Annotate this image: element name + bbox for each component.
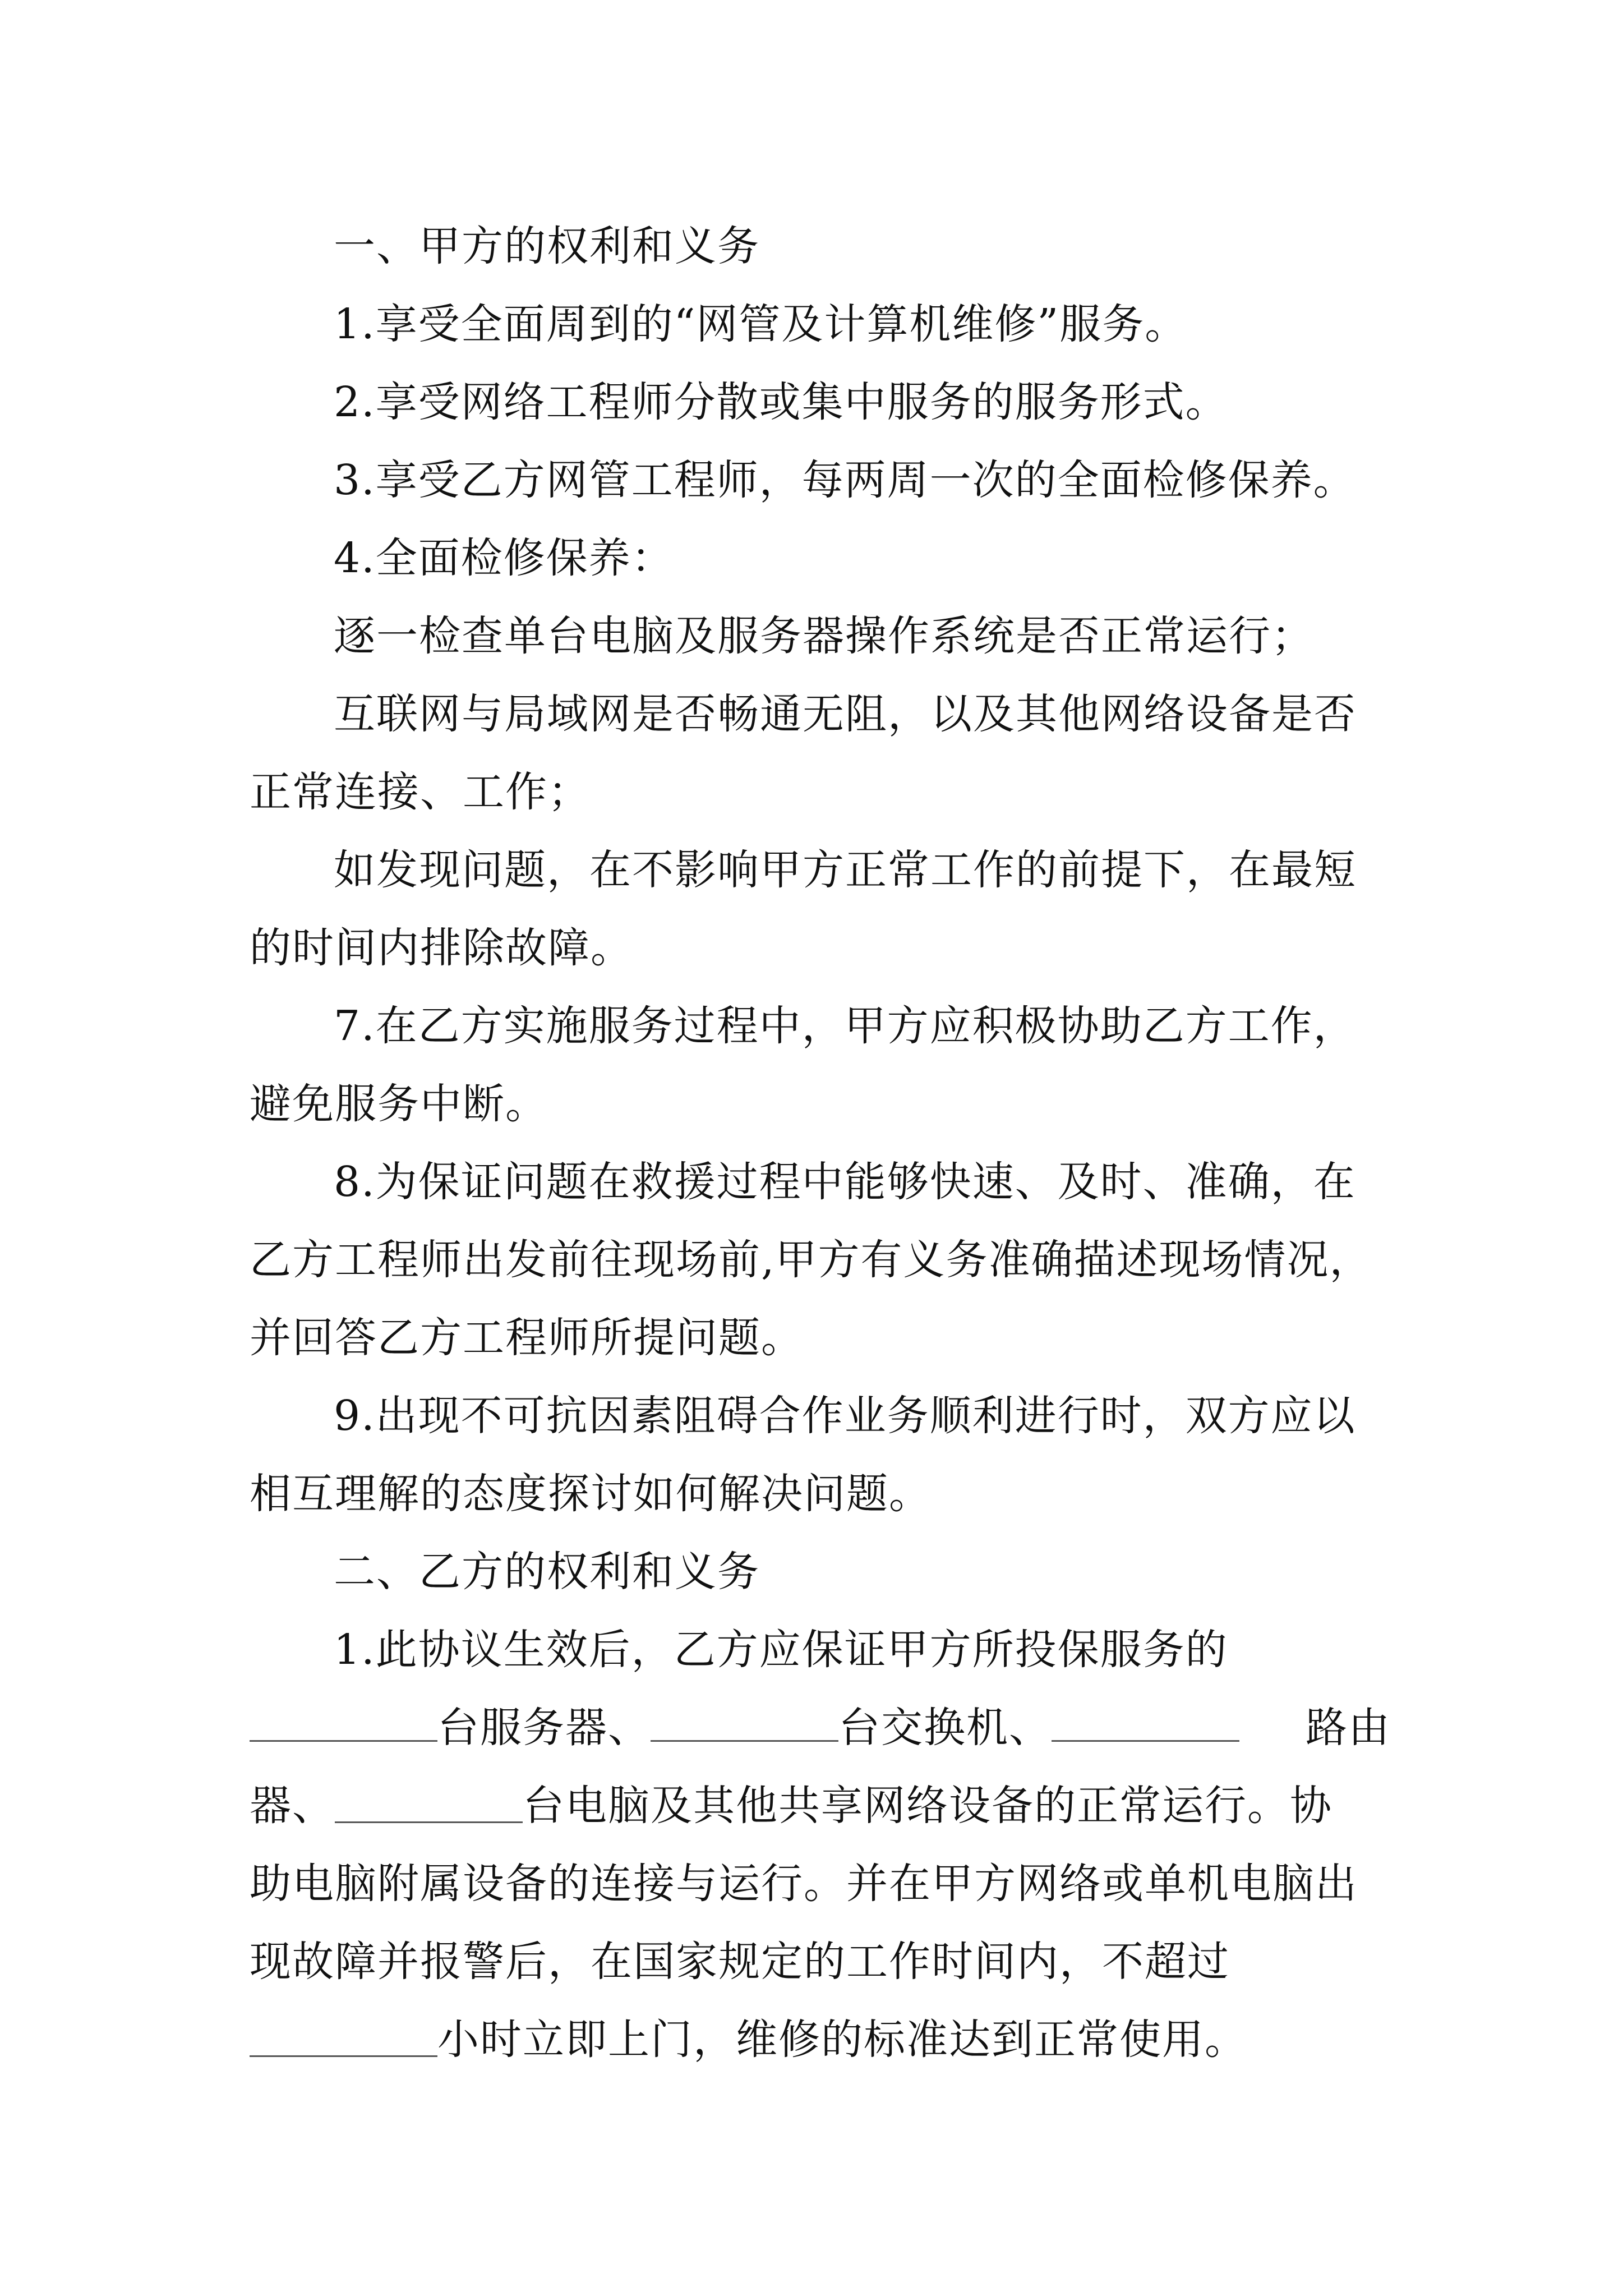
fill-in-blank-computers[interactable] [335,1821,523,1823]
inline-text: 器、 [250,1782,335,1830]
paragraph: 1.享受全面周到的“网管及计算机维修”服务。 [334,300,1188,348]
inline-text: 台电脑及其他共享网络设备的正常运行。协 [523,1782,1332,1830]
paragraph-continuation [250,2001,1391,2079]
paragraph-continuation [250,1767,1391,1845]
fill-in-blank-routers[interactable] [1052,1740,1239,1742]
document-body [250,208,1391,2079]
fill-in-blank-switches[interactable] [651,1740,838,1742]
fill-in-blank-servers[interactable] [250,1740,437,1742]
section-heading: 一、甲方的权利和义务 [334,222,760,270]
inline-text: 小时立即上门，维修的标准达到正常使用。 [437,2016,1247,2064]
paragraph: 4.全面检修保养： [334,534,674,582]
paragraph: 9.出现不可抗因素阻碍合作业务顺利进行时，双方应以 [334,1392,1356,1440]
paragraph: 互联网与局域网是否畅通无阻，以及其他网络设备是否 [334,690,1357,738]
paragraph-continuation [250,1689,1391,1767]
paragraph-continuation: 正常连接、工作； [250,768,591,816]
paragraph-continuation: 乙方工程师出发前往现场前,甲方有义务准确描述现场情况， [250,1236,1372,1284]
inline-text: 台服务器、 [437,1704,651,1752]
paragraph-continuation: 相互理解的态度探讨如何解决问题。 [250,1470,932,1518]
inline-text: 路由 [1306,1704,1391,1752]
fill-in-blank-hours[interactable] [250,2055,437,2057]
section-heading: 二、乙方的权利和义务 [334,1548,760,1596]
paragraph: 2.享受网络工程师分散或集中服务的服务形式。 [334,378,1228,426]
paragraph-continuation: 助电脑附属设备的连接与运行。并在甲方网络或单机电脑出 [250,1860,1358,1908]
inline-text: 台交换机、 [838,1704,1052,1752]
paragraph: 3.享受乙方网管工程师，每两周一次的全面检修保养。 [334,456,1356,504]
paragraph-continuation: 的时间内排除故障。 [250,924,633,972]
paragraph: 1.此协议生效后，乙方应保证甲方所投保服务的 [334,1626,1228,1674]
paragraph: 逐一检查单台电脑及服务器操作系统是否正常运行； [334,612,1314,660]
paragraph-continuation: 避免服务中断。 [250,1080,548,1128]
paragraph: 如发现问题，在不影响甲方正常工作的前提下，在最短 [334,846,1357,894]
paragraph: 7.在乙方实施服务过程中，甲方应积极协助乙方工作， [334,1002,1356,1050]
paragraph-continuation: 并回答乙方工程师所提问题。 [250,1314,804,1362]
paragraph: 8.为保证问题在救援过程中能够快速、及时、准确，在 [334,1158,1356,1206]
paragraph-continuation: 现故障并报警后，在国家规定的工作时间内，不超过 [250,1938,1230,1986]
